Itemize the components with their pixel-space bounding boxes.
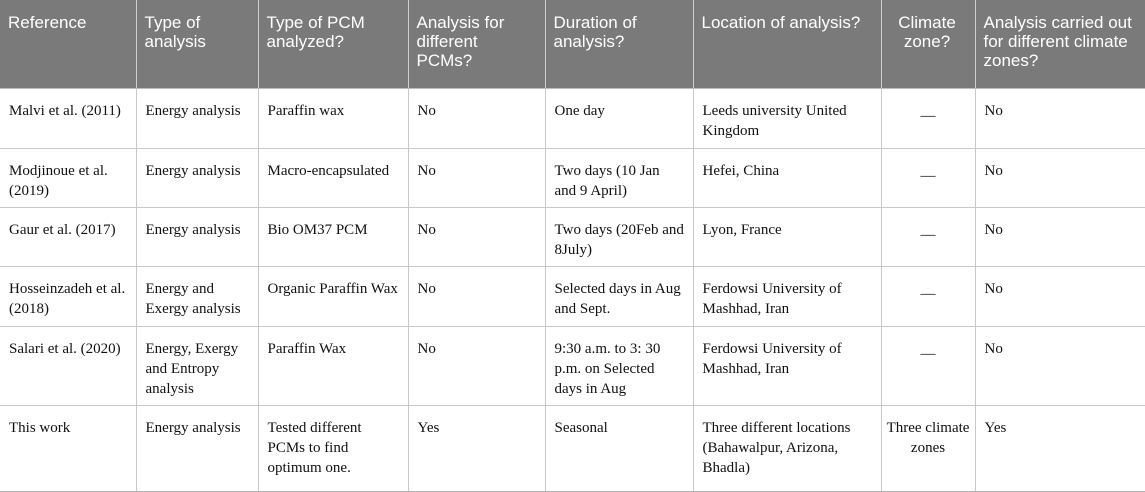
table-row bbox=[0, 405, 1145, 491]
cell-different-pcms: Yes bbox=[408, 405, 545, 491]
cell-different-zones: No bbox=[975, 266, 1145, 326]
cell-analysis-type: Energy, Exergy and Entropy analysis bbox=[136, 326, 258, 405]
cell-analysis-type: Energy analysis bbox=[136, 148, 258, 207]
cell-climate-zone: __ bbox=[881, 266, 975, 326]
cell-duration: One day bbox=[545, 88, 693, 148]
table-row bbox=[0, 148, 1145, 207]
cell-climate-zone: __ bbox=[881, 148, 975, 207]
cell-different-pcms: No bbox=[408, 326, 545, 405]
cell-analysis-type: Energy and Exergy analysis bbox=[136, 266, 258, 326]
cell-climate-zone: __ bbox=[881, 207, 975, 266]
cell-pcm-type: Tested different PCMs to find optimum one. bbox=[258, 405, 408, 491]
cell-duration: Two days (20Feb and 8July) bbox=[545, 207, 693, 266]
cell-location: Ferdowsi University of Mashhad, Iran bbox=[693, 266, 881, 326]
cell-different-pcms: No bbox=[408, 88, 545, 148]
cell-analysis-type: Energy analysis bbox=[136, 405, 258, 491]
header-climate-zone: Climate zone? bbox=[881, 0, 975, 88]
cell-location: Lyon, France bbox=[693, 207, 881, 266]
cell-location: Three different locations (Bahawalpur, Arizona, Bhadla) bbox=[693, 405, 881, 491]
cell-climate-zone: __ bbox=[881, 88, 975, 148]
table-row bbox=[0, 326, 1145, 405]
table-row bbox=[0, 207, 1145, 266]
cell-different-zones: No bbox=[975, 88, 1145, 148]
cell-different-zones: No bbox=[975, 207, 1145, 266]
cell-reference: Gaur et al. (2017) bbox=[0, 207, 136, 266]
cell-duration: Two days (10 Jan and 9 April) bbox=[545, 148, 693, 207]
header-different-pcms: Analysis for different PCMs? bbox=[408, 0, 545, 88]
cell-pcm-type: Macro-encapsulated bbox=[258, 148, 408, 207]
cell-different-zones: No bbox=[975, 148, 1145, 207]
cell-pcm-type: Bio OM37 PCM bbox=[258, 207, 408, 266]
cell-analysis-type: Energy analysis bbox=[136, 207, 258, 266]
cell-location: Leeds university United Kingdom bbox=[693, 88, 881, 148]
header-row bbox=[0, 0, 1145, 88]
header-type-of-pcm: Type of PCM analyzed? bbox=[258, 0, 408, 88]
cell-pcm-type: Organic Paraffin Wax bbox=[258, 266, 408, 326]
cell-different-zones: Yes bbox=[975, 405, 1145, 491]
table-row bbox=[0, 88, 1145, 148]
cell-different-pcms: No bbox=[408, 266, 545, 326]
cell-climate-zone: __ bbox=[881, 326, 975, 405]
cell-climate-zone: Three climate zones bbox=[881, 405, 975, 491]
cell-different-pcms: No bbox=[408, 207, 545, 266]
cell-reference: Modjinoue et al. (2019) bbox=[0, 148, 136, 207]
cell-location: Ferdowsi University of Mashhad, Iran bbox=[693, 326, 881, 405]
cell-pcm-type: Paraffin wax bbox=[258, 88, 408, 148]
cell-different-pcms: No bbox=[408, 148, 545, 207]
cell-different-zones: No bbox=[975, 326, 1145, 405]
cell-reference: This work bbox=[0, 405, 136, 491]
cell-duration: Seasonal bbox=[545, 405, 693, 491]
header-different-climate-zones: Analysis carried out for different climate zones? bbox=[975, 0, 1145, 88]
cell-duration: 9:30 a.m. to 3: 30 p.m. on Selected days in Aug bbox=[545, 326, 693, 405]
cell-location: Hefei, China bbox=[693, 148, 881, 207]
header-reference: Reference bbox=[0, 0, 136, 88]
cell-reference: Salari et al. (2020) bbox=[0, 326, 136, 405]
header-duration: Duration of analysis? bbox=[545, 0, 693, 88]
cell-pcm-type: Paraffin Wax bbox=[258, 326, 408, 405]
table-row bbox=[0, 266, 1145, 326]
cell-reference: Hosseinzadeh et al. (2018) bbox=[0, 266, 136, 326]
header-type-of-analysis: Type of analysis bbox=[136, 0, 258, 88]
header-location: Location of analysis? bbox=[693, 0, 881, 88]
cell-reference: Malvi et al. (2011) bbox=[0, 88, 136, 148]
cell-duration: Selected days in Aug and Sept. bbox=[545, 266, 693, 326]
cell-analysis-type: Energy analysis bbox=[136, 88, 258, 148]
